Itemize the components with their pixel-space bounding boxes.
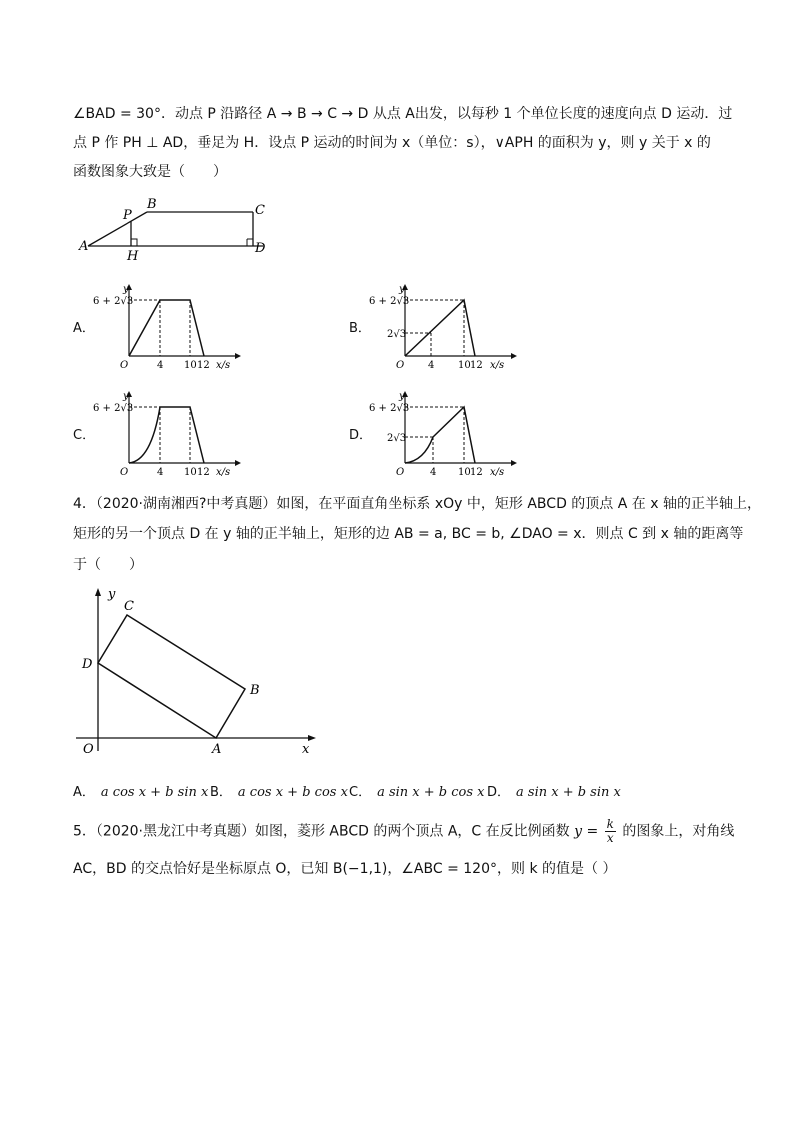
- label-b: B: [250, 683, 260, 698]
- option-a-graph: [85, 284, 245, 372]
- label-c: C: [255, 203, 265, 218]
- label-d: D: [82, 657, 93, 672]
- svg-text:2√3: 2√3: [387, 433, 407, 444]
- q5-text-line-1: 5．（2020·黑龙江中考真题）如图，菱形 ABCD 的两个顶点 A，C 在反比例函数 y = $\frac{k}{x}$ 的图象上，对角线: [73, 817, 735, 845]
- q4-answer-b: B． a cos x + b cos x: [210, 785, 348, 800]
- option-d-label: D．: [349, 428, 373, 443]
- svg-text:4: 4: [430, 467, 437, 478]
- option-d-graph: [361, 391, 521, 479]
- side-ab: [88, 212, 147, 246]
- svg-text:y: y: [123, 284, 129, 295]
- svg-text:x/s: x/s: [490, 467, 505, 478]
- svg-text:6 + 2√3: 6 + 2√3: [369, 403, 410, 414]
- svg-text:6 + 2√3: 6 + 2√3: [93, 296, 134, 307]
- label-d: D: [255, 241, 266, 256]
- svg-text:10: 10: [184, 467, 197, 478]
- svg-text:12: 12: [197, 360, 210, 371]
- q5-text-line-2: AC，BD 的交点恰好是坐标原点 O，已知 B(−1,1)，∠ABC = 120°，则 k 的值是（ ）: [73, 861, 617, 877]
- q4-answer-d: D． a sin x + b sin x: [487, 785, 621, 800]
- option-a-label: A．: [73, 321, 95, 336]
- svg-text:4: 4: [428, 360, 435, 371]
- label-b: B: [147, 197, 157, 212]
- option-c-label: C．: [73, 428, 96, 443]
- svg-text:y: y: [123, 391, 129, 402]
- svg-text:x/s: x/s: [216, 360, 231, 371]
- curve: [129, 407, 204, 463]
- svg-text:10: 10: [458, 360, 471, 371]
- label-o: O: [83, 742, 94, 756]
- option-b-label: B．: [349, 321, 371, 336]
- label-c: C: [124, 599, 134, 614]
- svg-text:6 + 2√3: 6 + 2√3: [93, 403, 134, 414]
- svg-text:O: O: [120, 467, 129, 478]
- q3-text-line-3: 函数图象大致是（ ）: [73, 164, 227, 180]
- right-angle-h: [131, 239, 137, 246]
- svg-text:6 + 2√3: 6 + 2√3: [369, 296, 410, 307]
- label-a: A: [79, 239, 89, 254]
- option-c-graph: [85, 391, 245, 479]
- svg-text:O: O: [396, 467, 405, 478]
- q3-trapezoid-figure: [75, 196, 275, 262]
- svg-text:10: 10: [184, 360, 197, 371]
- svg-text:O: O: [396, 360, 405, 371]
- label-p: P: [123, 208, 132, 223]
- q4-text-line-2: 矩形的另一个顶点 D 在 y 轴的正半轴上，矩形的边 AB = a, BC = b, ∠DAO = x．则点 C 到 x 轴的距离等: [73, 526, 744, 542]
- q4-answer-a: A． a cos x + b sin x: [73, 785, 209, 800]
- q3-text-line-2: 点 P 作 PH ⊥ AD，垂足为 H．设点 P 运动的时间为 x（单位：s），∨APH 的面积为 y，则 y 关于 x 的: [73, 135, 711, 151]
- q4-answer-c: C． a sin x + b cos x: [349, 785, 485, 800]
- svg-text:12: 12: [470, 467, 483, 478]
- svg-text:y: y: [399, 391, 405, 402]
- curve: [129, 300, 204, 356]
- q4-text-line-1: 4．（2020·湖南湘西?中考真题）如图，在平面直角坐标系 xOy 中，矩形 ABCD 的顶点 A 在 x 轴的正半轴上，: [73, 496, 761, 512]
- label-x: x: [302, 742, 310, 756]
- svg-text:x/s: x/s: [216, 467, 231, 478]
- label-y: y: [108, 587, 116, 602]
- q4-text-line-3: 于（ ）: [73, 557, 143, 573]
- q5-y-equals: y =: [574, 823, 599, 840]
- label-a: A: [212, 742, 222, 756]
- svg-text:x/s: x/s: [490, 360, 505, 371]
- svg-text:12: 12: [197, 467, 210, 478]
- svg-text:10: 10: [458, 467, 471, 478]
- svg-text:4: 4: [157, 360, 164, 371]
- svg-text:12: 12: [470, 360, 483, 371]
- svg-text:O: O: [120, 360, 129, 371]
- option-b-graph: [361, 284, 521, 372]
- q4-rectangle-figure: [76, 586, 326, 756]
- q3-text-line-1: ∠BAD = 30°．动点 P 沿路径 A → B → C → D 从点 A出发，以每秒 1 个单位长度的速度向点 D 运动．过: [73, 106, 733, 122]
- svg-text:y: y: [399, 284, 405, 295]
- svg-text:4: 4: [157, 467, 164, 478]
- svg-text:2√3: 2√3: [387, 329, 407, 340]
- q5-fraction: $\frac{k}{x}$: [606, 817, 614, 845]
- label-h: H: [127, 249, 139, 262]
- rectangle-abcd: [98, 615, 245, 738]
